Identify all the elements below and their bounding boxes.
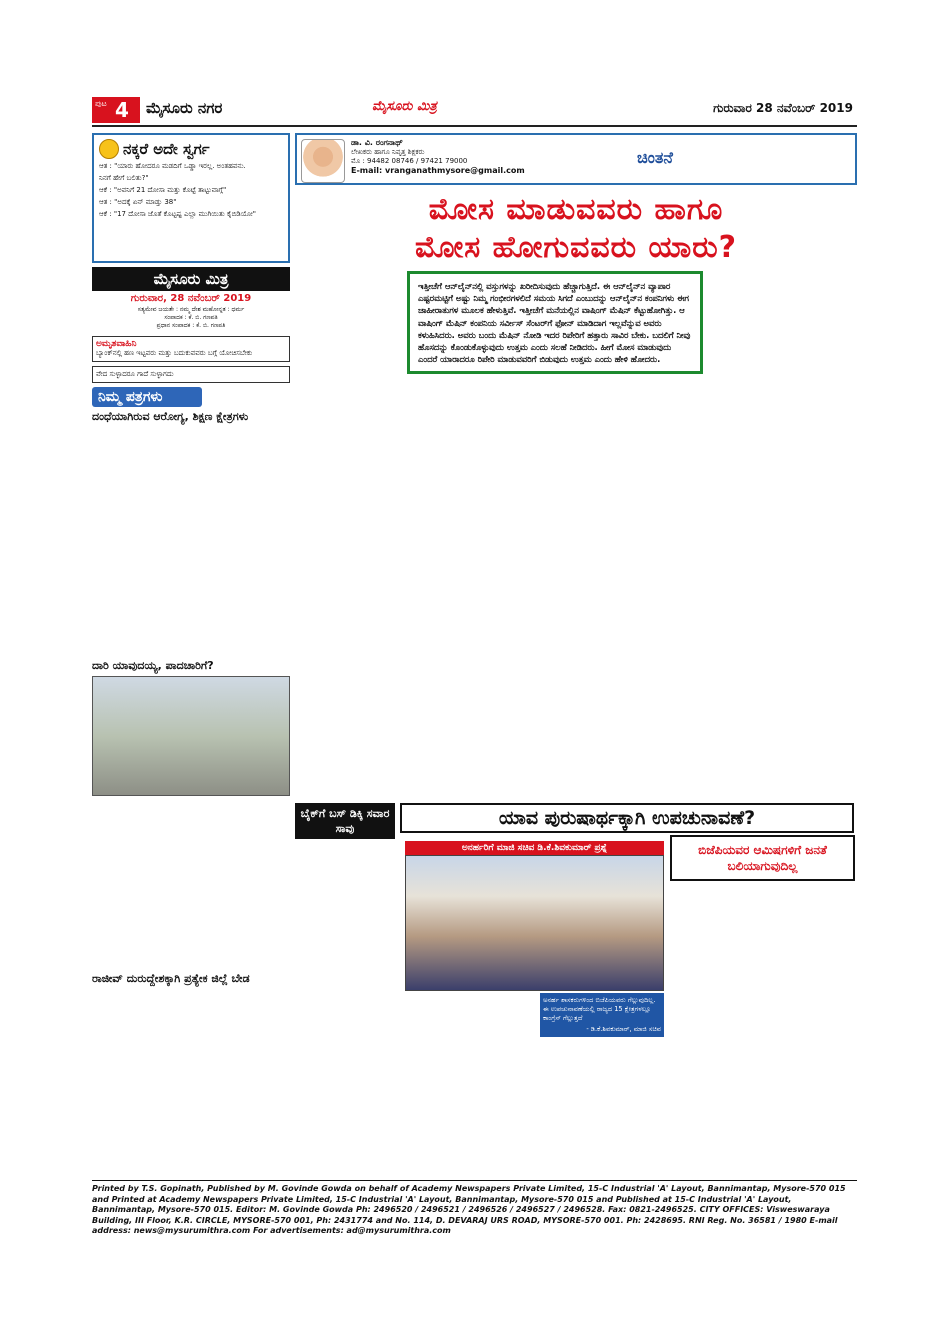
letter-headline: ದಾರಿ ಯಾವುದಯ್ಯ, ಪಾದಚಾರಿಗೆ? bbox=[92, 659, 214, 672]
rally-photo bbox=[405, 855, 664, 991]
joke-box bbox=[92, 133, 290, 263]
letters-title: ನಿಮ್ಮ ಪತ್ರಗಳು bbox=[92, 387, 202, 407]
mini-line: ಸತ್ಯಮೇವ ಜಯತೇ : ನಮ್ಮ ದೇಶ ಮಹೋನ್ನತ : ಧರ್ಮ bbox=[137, 306, 245, 313]
header-date: ಗುರುವಾರ 28 ನವೆಂಬರ್ 2019 bbox=[713, 101, 853, 115]
mini-line: ಸಂಪಾದಕ : ಕೆ. ಬಿ. ಗಣಪತಿ bbox=[164, 314, 218, 321]
quote-attribution: - ಡಿ.ಕೆ.ಶಿವಕುಮಾರ್, ಮಾಜಿ ಸಚಿವ bbox=[586, 1025, 661, 1033]
joke-line: ಆಕೆ : "17 ದೋಸಾ ಜೊತೆ ಕೊಟ್ಟಷ್ಟ ಎಲ್ಲಾ ಮುಗಿಯಿತು ಕೈಬಿಡಿಯೋ" bbox=[99, 210, 257, 218]
street-photo bbox=[92, 676, 290, 796]
avatar bbox=[301, 139, 345, 183]
quote-box bbox=[540, 993, 664, 1037]
columnist-box bbox=[295, 133, 857, 185]
text-column bbox=[713, 271, 853, 841]
vedha-box: ವೇದ ಸುಳ್ಳಾದರೂ ಗಾದೆ ಸುಳ್ಳಾಗದು bbox=[92, 366, 290, 383]
headline-line: ಮೋಸ ಹೋಗುವವರು ಯಾರು? bbox=[414, 230, 738, 265]
headline-line: ಮೋಸ ಮಾಡುವವರು ಹಾಗೂ bbox=[428, 192, 724, 227]
imprint-footer: Printed by T.S. Gopinath, Published by M. Govinde Gowda on behalf of Academy Newspapers Private Limited, 15-C Industrial 'A' Layout, Bannimantap, Mysore-570 015 and Printed at Academy Newspapers Private Limited, 15-C Industrial 'A' Layout, Bannimantap, Mysore-570 015 and Published at 15-C Industrial 'A' Layout, Bannimantap, Mysore-570 015. Editor: M. Govinde Gowda Ph: 2496520 / 2496521 / 2496526 / 2496527 / 2496528. Fax: 0821-2496525. CITY OFFICES: Visweswaraya Building, III Floor, K.R. CIRCLE, MYSORE-570 001, Ph: 2431774 and No. 114, D. DEVARAJ URS ROAD, MYSORE-570 001. Ph: 2428695. RNI Reg. No. 36581 / 1980 E-mail address: news@mysurumithra.com For advertisements: ad@mysurumithra.com bbox=[92, 1180, 857, 1237]
masthead: ಮೈಸೂರು ಮಿತ್ರ bbox=[372, 99, 437, 114]
joke-title-row bbox=[99, 139, 283, 159]
amrita-heading: ಅಮೃತವಾಹಿನಿ bbox=[96, 339, 137, 349]
page-number: 4 bbox=[115, 98, 129, 122]
letter-body-placeholder bbox=[92, 426, 290, 656]
joke-title: ನಕ್ಕರೆ ಅದೇ ಸ್ವರ್ಗ bbox=[123, 140, 210, 158]
newspaper-page bbox=[92, 95, 857, 1245]
mini-lines bbox=[92, 306, 290, 330]
laughing-face-icon bbox=[99, 139, 119, 159]
page-number-box bbox=[92, 97, 140, 123]
letter-headline: ರಾಜೀವ್ ದುರುದ್ದೇಶಕ್ಕಾಗಿ ಪ್ರತ್ಯೇಕ ಜಿಲ್ಲೆ ಬೇಡ bbox=[92, 972, 250, 985]
column-category: ಚಿಂತನೆ bbox=[637, 148, 673, 167]
mini-masthead: ಮೈಸೂರು ಮಿತ್ರ bbox=[92, 267, 290, 291]
text-column bbox=[299, 271, 397, 841]
photo-caption-head: ಅನರ್ಹರಿಗೆ ಮಾಜಿ ಸಚಿವ ಡಿ.ಕೆ.ಶಿವಕುಮಾರ್ ಪ್ರಶ್ನೆ bbox=[405, 841, 664, 855]
bjp-headline: ಬಿಜೆಪಿಯವರ ಆಮಿಷಗಳಿಗೆ ಜನತೆ ಬಲಿಯಾಗುವುದಿಲ್ಲ bbox=[670, 835, 855, 881]
amrita-text: ಬ್ಯಾಂಕ್‌ನಲ್ಲಿ ಹಣ ಇಟ್ಟವರು ಮತ್ತು ಬದುಕುವವರು ಬಗ್ಗೆ ಯೋಚಿಸಬೇಕು bbox=[96, 349, 253, 357]
mini-line: ಪ್ರಧಾನ ಸಂಪಾದಕ : ಕೆ. ಬಿ. ಗಣಪತಿ bbox=[156, 322, 226, 329]
author-phone: ಮೊ : 94482 08746 / 97421 79000 bbox=[351, 157, 468, 165]
columnist-info bbox=[351, 138, 525, 176]
story-headline: ಯಾವ ಪುರುಷಾರ್ಥಕ್ಕಾಗಿ ಉಪಚುನಾವಣೆ? bbox=[400, 803, 854, 833]
center-column bbox=[295, 133, 857, 365]
news-brief-title: ಬೈಕ್‌ಗೆ ಬಸ್ ಡಿಕ್ಕಿ ಸವಾರ ಸಾವು bbox=[295, 803, 395, 839]
quote-text: ಅನರ್ಹ ಶಾಸಕರುಗಳಿಂದ ಬಿಜೆಪಿಯವರು ಗೆಲ್ಲುವುದಿಲ್ಲ. ಈ ಉಪಚುನಾವಣೆಯಲ್ಲಿ ರಾಜ್ಯದ 15 ಕ್ಷೇತ್ರಗಳಲ್ಲೂ ಕಾಂಗ್ರೆಸ್ ಗೆಲ್ಲುತ್ತದೆ bbox=[543, 996, 656, 1022]
letter-body-placeholder bbox=[92, 799, 290, 969]
joke-line: ಆಕೆ : "ಅವನಿಗೆ 21 ದೋಸಾ ಮತ್ತು ಕೊಟ್ಟೆ ತಾಟ್ಟುವಾಗ್ಗೆ" bbox=[99, 186, 227, 194]
main-headline bbox=[295, 191, 857, 267]
joke-line: ಆತ : "ಯಾರು ಹೋದರೂ ಮಡದಿಗೆ ಒಡ್ಡಾ ಇರಲ್ಲ. ಅಂತಹವನು. bbox=[99, 162, 246, 170]
letter-headline: ದಂಧೆಯಾಗಿರುವ ಆರೋಗ್ಯ, ಶಿಕ್ಷಣ ಕ್ಷೇತ್ರಗಳು bbox=[92, 410, 249, 423]
pull-quote: ಇತ್ತೀಚೆಗೆ ಆನ್‌ಲೈನ್‌ನಲ್ಲಿ ವಸ್ತುಗಳನ್ನು ಖರೀದಿಸುವುದು ಹೆಚ್ಚಾಗುತ್ತಿದೆ. ಈ ಆನ್‌ಲೈನ್‌ನ ವ್ಯಾಪಾರ ಎಷ್ಟರಮಟ್ಟಿಗೆ ಅಷ್ಟು ನಿಮ್ಮ ಗಂಭೀರಗಳಲಿದೆ ಸಮಯ ಸಿಗದೆ ಎಂಬುದನ್ನು ಆನ್‌ಲೈನ್‌ನ ಕಂಪನಿಗಳು ಈಗ ಜಾಹೀರಾತುಗಳ ಮೂಲಕ ಹೇಳುತ್ತಿವೆ. ಇತ್ತೀಚೆಗೆ ಮನೆಯಲ್ಲಿನ ವಾಷಿಂಗ್ ಮೆಷಿನ್ ಕೆಟ್ಟುಹೋಗಿತ್ತು. ಆ ವಾಷಿಂಗ್ ಮೆಷಿನ್ ಕಂಪನಿಯ ಸರ್ವೀಸ್ ಸೆಂಟರ್‌ಗೆ ಫೋನ್ ಮಾಡಿದಾಗ ಇಲ್ಲವೆನ್ನುವ ಅವರು ಕಳುಹಿಸಿದರು. ಅವರು ಬಂದು ಮೆಷಿನ್ ನೋಡಿ ಇದರ ರಿಪೇರಿಗೆ ಹತ್ತಾರು ಸಾವಿರ ಬೇಕು. ಬದಲಿಗೆ ನೀವು ಹೊಸದನ್ನು ಕೊಂಡುಕೊಳ್ಳುವುದು ಉತ್ತಮ ಎಂದು ಸಲಹೆ ನೀಡಿದರು. ಹೀಗೆ ಮೋಸ ಮಾಡುವುದು ಎಂದರೆ ಯಾರಾದರೂ ರಿಪೇರಿ ಮಾಡುವವರಿಗೆ ಬಿಡುವುದು ಉತ್ತಮ ಎಂದು ಹೇಳಿ ಹೋದರು. bbox=[407, 271, 703, 374]
page-label: ಪುಟ bbox=[95, 99, 107, 108]
author-name: ಡಾ. ವಿ. ರಂಗನಾಥ್ bbox=[351, 138, 403, 147]
joke-line: ನಿನಗೆ ಹೇಗೆ ಬಲಿತು?" bbox=[99, 174, 149, 182]
page-header bbox=[92, 95, 857, 127]
author-role: ಲೇಖಕರು ಹಾಗೂ ನಿವೃತ್ತ ಶಿಕ್ಷಕರು bbox=[351, 148, 425, 156]
left-column bbox=[92, 133, 290, 986]
mini-date: ಗುರುವಾರ, 28 ನವೆಂಬರ್ 2019 bbox=[130, 293, 252, 304]
author-email: E-mail: vranganathmysore@gmail.com bbox=[351, 166, 525, 175]
section-title: ಮೈಸೂರು ನಗರ bbox=[146, 99, 223, 117]
joke-line: ಆತ : "ಅದಕ್ಕೆ ಏನ್ ಮಾಡ್ತು 38" bbox=[99, 198, 177, 206]
amrita-box bbox=[92, 336, 290, 362]
